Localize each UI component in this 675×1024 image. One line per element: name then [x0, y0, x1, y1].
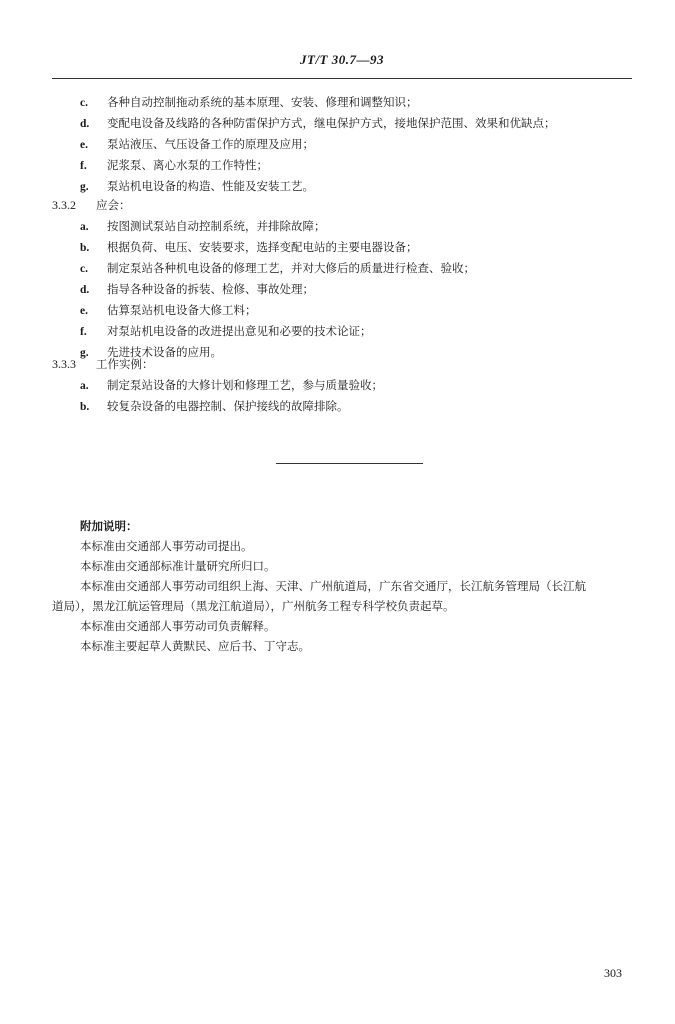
notes-paragraph-continuation: 道局），黑龙江航运管理局（黑龙江航道局），广州航务工程专科学校负责起草。	[52, 599, 455, 613]
list-item-label: g.	[80, 181, 89, 193]
header-rule	[52, 78, 632, 79]
section-heading-3-3-3	[52, 357, 154, 371]
list-item-text: 指导各种设备的拆装、检修、事故处理；	[107, 282, 314, 296]
list-item-label: a.	[80, 380, 89, 392]
list-item-text: 估算泵站机电设备大修工料；	[107, 303, 257, 317]
list-item	[80, 158, 268, 173]
list-item-text: 各种自动控制拖动系统的基本原理、安装、修理和调整知识；	[107, 95, 418, 109]
list-item	[80, 95, 418, 110]
list-item-label: e.	[80, 139, 88, 151]
list-item-text: 泵站液压、气压设备工作的原理及应用；	[107, 137, 314, 151]
list-item-label: f.	[80, 326, 87, 338]
list-item-text: 泥浆泵、离心水泵的工作特性；	[107, 158, 268, 172]
page-number: 303	[604, 966, 622, 980]
list-item	[80, 137, 314, 152]
list-item	[80, 324, 372, 339]
notes-paragraph: 本标准主要起草人黄默民、应后书、丁守志。	[80, 639, 310, 653]
notes-title: 附加说明：	[80, 519, 138, 533]
notes-paragraph: 本标准由交通部人事劳动司提出。	[80, 539, 253, 553]
document-code-header: JT/T 30.7—93	[300, 52, 384, 67]
list-item-label: c.	[80, 97, 88, 109]
list-item	[80, 378, 383, 393]
list-item-label: a.	[80, 221, 89, 233]
list-item-text: 变配电设备及线路的各种防雷保护方式，继电保护方式，接地保护范围、效果和优缺点；	[107, 116, 556, 130]
list-item-label: f.	[80, 160, 87, 172]
list-item	[80, 261, 475, 276]
list-item	[80, 240, 418, 255]
list-item-label: d.	[80, 284, 90, 296]
list-item-text: 较复杂设备的电器控制、保护接线的故障排除。	[107, 399, 349, 413]
list-item-text: 泵站机电设备的构造、性能及安装工艺。	[107, 179, 314, 193]
section-title: 应会：	[96, 198, 131, 212]
notes-paragraph: 本标准由交通部人事劳动司组织上海、天津、广州航道局，广东省交通厅，长江航务管理局（长江航	[80, 579, 586, 593]
list-item	[80, 399, 349, 414]
list-item-label: b.	[80, 401, 90, 413]
list-item-text: 按图测试泵站自动控制系统，并排除故障；	[107, 219, 326, 233]
notes-paragraph: 本标准由交通部人事劳动司负责解释。	[80, 619, 276, 633]
list-item-text: 根据负荷、电压、安装要求，选择变配电站的主要电器设备；	[107, 240, 418, 254]
list-item	[80, 179, 314, 194]
end-of-text-rule	[276, 463, 423, 464]
list-item-label: d.	[80, 118, 90, 130]
list-item-text: 制定泵站设备的大修计划和修理工艺，参与质量验收；	[107, 378, 383, 392]
section-title: 工作实例：	[96, 357, 154, 371]
list-item-text: 先进技术设备的应用。	[107, 345, 222, 359]
list-item	[80, 282, 314, 297]
list-item-label: e.	[80, 305, 88, 317]
notes-paragraph: 本标准由交通部标准计量研究所归口。	[80, 559, 276, 573]
list-item-text: 对泵站机电设备的改进提出意见和必要的技术论证；	[107, 324, 372, 338]
list-item-label: g.	[80, 347, 89, 359]
list-item	[80, 303, 257, 318]
list-item	[80, 219, 326, 234]
list-item-label: b.	[80, 242, 90, 254]
list-item-text: 制定泵站各种机电设备的修理工艺，并对大修后的质量进行检查、验收；	[107, 261, 475, 275]
section-number: 3.3.3	[52, 357, 76, 371]
section-heading-3-3-2	[52, 198, 131, 212]
list-item	[80, 116, 556, 131]
section-number: 3.3.2	[52, 198, 76, 212]
list-item-label: c.	[80, 263, 88, 275]
